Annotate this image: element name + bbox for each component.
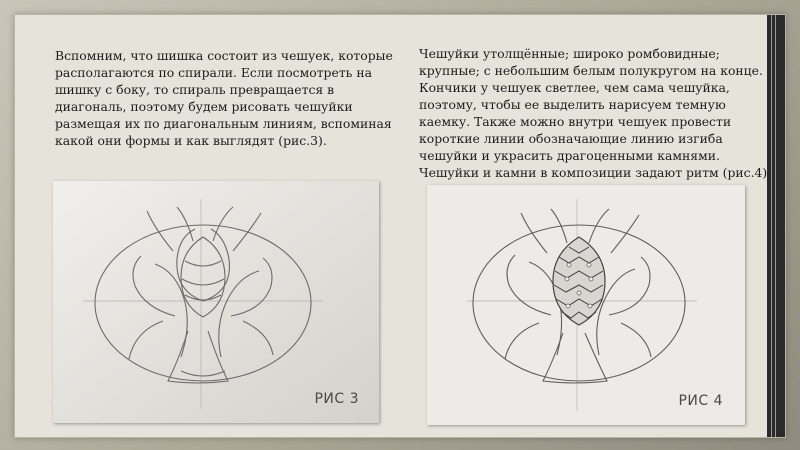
right-paragraph: Чешуйки утолщённые; широко ромбовидные; крупные; с небольшим белым полукругом на конце. Кончики у чешуек светлее, чем сама чешуйка, поэтому, чтобы ее выделить нарисуем темную каемку. Также можно внутри чешуек провести короткие линии обозначающие линию изгиба чешуйки и украсить драгоценными камнями. Чешуйки и камни в композиции задают ритм (рис.4). [419, 46, 772, 180]
left-paragraph: Вспомним, что шишка состоит из чешуек, которые располагаются по спирали. Если посмотреть на шишку с боку, то спираль превращается в диагональ, поэтому будем рисовать чешуйки размещая их по диагональным линиям, вспоминая какой они формы и как выглядят (рис.3). [55, 48, 393, 148]
slide [14, 14, 786, 438]
figure-3-label: РИС 3 [314, 391, 359, 407]
figure-4-drawing [427, 185, 745, 425]
figure-3-sketch [53, 181, 379, 423]
figure-3-drawing [53, 181, 379, 423]
figure-4-label: РИС 4 [678, 393, 723, 409]
figure-4-sketch [427, 185, 745, 425]
